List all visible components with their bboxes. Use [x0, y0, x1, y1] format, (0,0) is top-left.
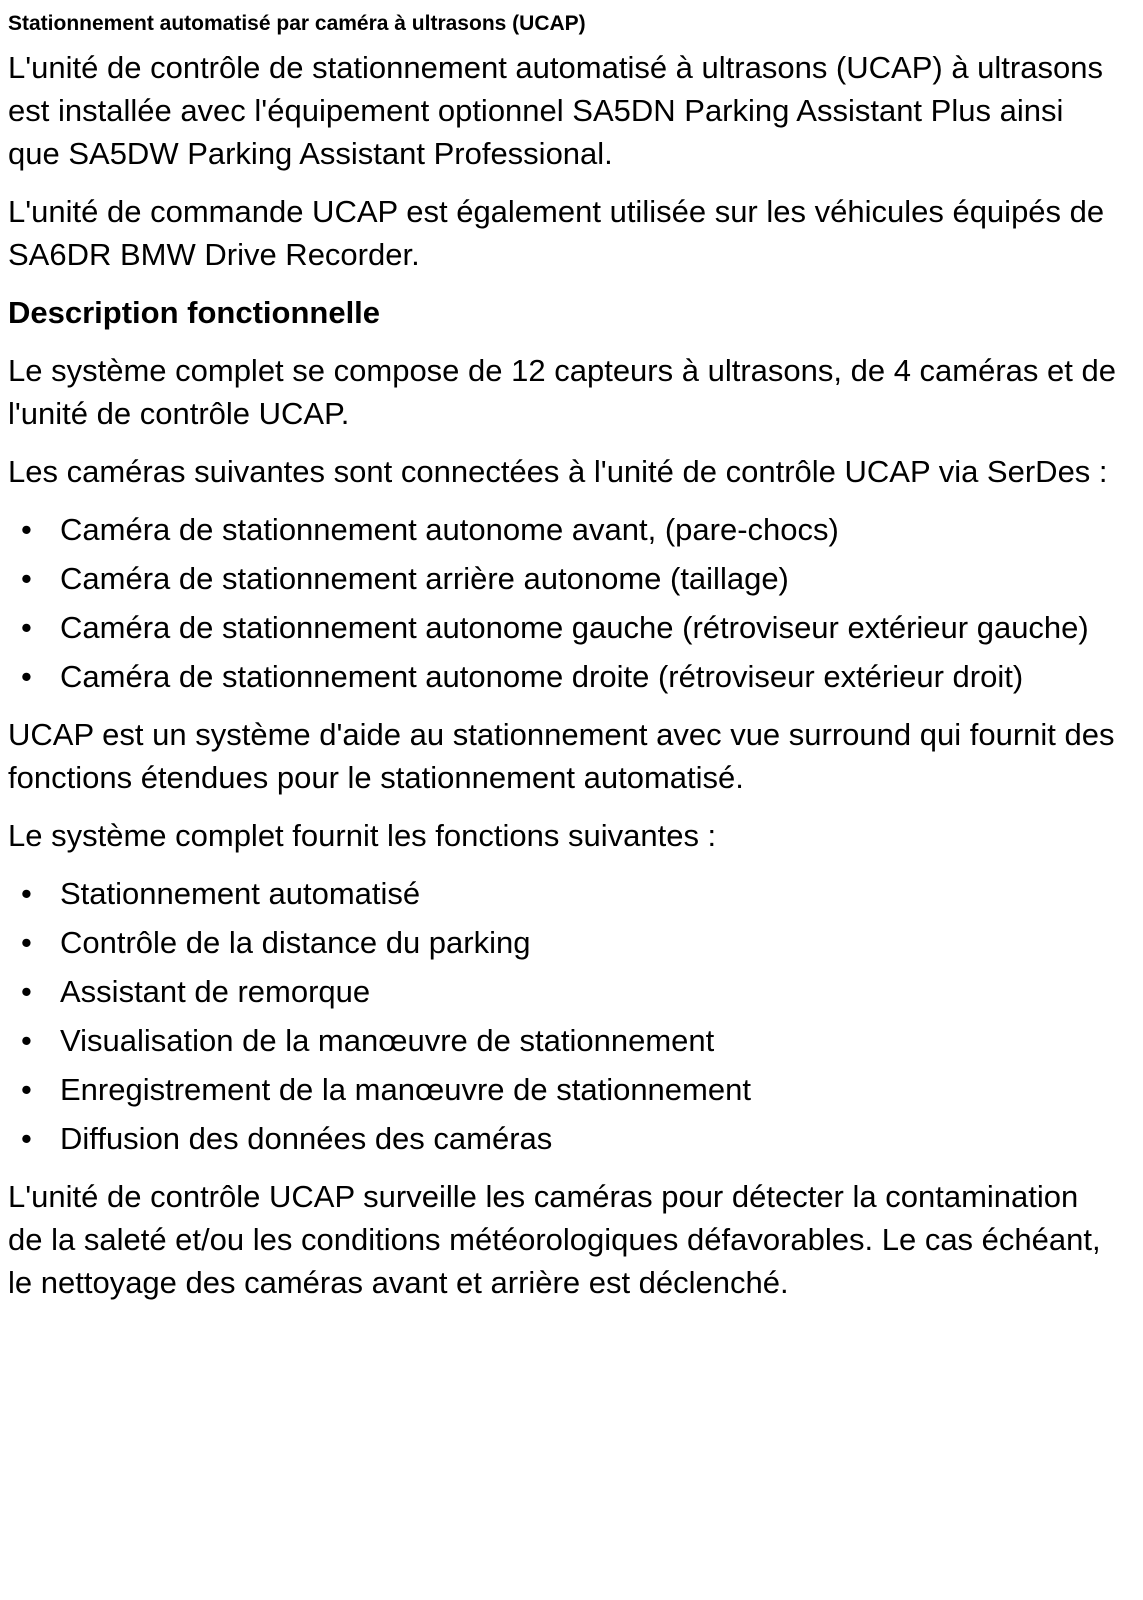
list-item [8, 1117, 1121, 1160]
section-heading: Description fonctionnelle [8, 295, 381, 330]
list-item [8, 872, 1121, 915]
closing-paragraph: L'unité de contrôle UCAP surveille les caméras pour détecter la contamination de la saleté et/ou les conditions météorologiques défavorables. Le cas échéant, le nettoyage des caméras avant et arrière est déclenché. [8, 1179, 1101, 1300]
list-item-text: Diffusion des données des caméras [60, 1121, 553, 1156]
bullet-icon: • [21, 1072, 32, 1107]
bullet-icon: • [21, 925, 32, 960]
list-item-text: Enregistrement de la manœuvre de stationnement [60, 1072, 751, 1107]
list-item [8, 606, 1121, 649]
body-paragraph: Le système complet fournit les fonctions suivantes : [8, 818, 717, 853]
section-paragraph: Le système complet se compose de 12 capteurs à ultrasons, de 4 caméras et de l'unité de contrôle UCAP. [8, 353, 1116, 431]
bullet-icon: • [21, 876, 32, 911]
list-item [8, 655, 1121, 698]
list-item-text: Visualisation de la manœuvre de stationnement [60, 1023, 715, 1058]
list-item [8, 508, 1121, 551]
intro-paragraph: L'unité de contrôle de stationnement automatisé à ultrasons (UCAP) à ultrasons est installée avec l'équipement optionnel SA5DN Parking Assistant Plus ainsi que SA5DW Parking Assistant Professional. [8, 50, 1103, 171]
list-item [8, 1068, 1121, 1111]
list-item-text: Caméra de stationnement autonome avant, (pare-chocs) [60, 512, 839, 547]
document-title: Stationnement automatisé par caméra à ultrasons (UCAP) [8, 12, 586, 35]
list-item-text: Assistant de remorque [60, 974, 371, 1009]
section-paragraph: Les caméras suivantes sont connectées à l'unité de contrôle UCAP via SerDes : [8, 454, 1108, 489]
intro-paragraph: L'unité de commande UCAP est également utilisée sur les véhicules équipés de SA6DR BMW Drive Recorder. [8, 194, 1105, 272]
list-item-text: Caméra de stationnement arrière autonome (taillage) [60, 561, 789, 596]
bullet-icon: • [21, 561, 32, 596]
list-item [8, 921, 1121, 964]
camera-list [8, 508, 1121, 698]
bullet-icon: • [21, 512, 32, 547]
bullet-icon: • [21, 1023, 32, 1058]
bullet-icon: • [21, 659, 32, 694]
list-item-text: Stationnement automatisé [60, 876, 421, 911]
list-item-text: Caméra de stationnement autonome droite (rétroviseur extérieur droit) [60, 659, 1024, 694]
bullet-icon: • [21, 610, 32, 645]
bullet-icon: • [21, 974, 32, 1009]
bullet-icon: • [21, 1121, 32, 1156]
list-item [8, 557, 1121, 600]
list-item-text: Caméra de stationnement autonome gauche (rétroviseur extérieur gauche) [60, 610, 1089, 645]
list-item [8, 970, 1121, 1013]
list-item [8, 1019, 1121, 1062]
function-list [8, 872, 1121, 1160]
list-item-text: Contrôle de la distance du parking [60, 925, 531, 960]
body-paragraph: UCAP est un système d'aide au stationnement avec vue surround qui fournit des fonctions étendues pour le stationnement automatisé. [8, 717, 1115, 795]
